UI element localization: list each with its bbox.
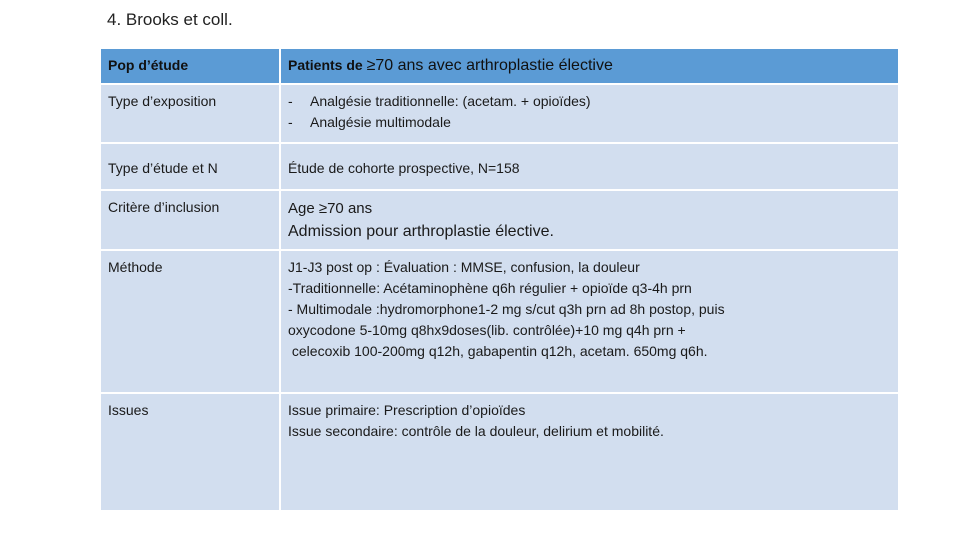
outcomes-primary: Issue primaire: Prescription d’opioïdes (288, 402, 526, 418)
outcomes-value-cell (280, 393, 899, 511)
study-type-label: Type d’étude et N (108, 160, 218, 176)
inclusion-line-1: Age ≥70 ans (288, 200, 373, 217)
method-line-1: J1-J3 post op : Évaluation : MMSE, confusion, la douleur (288, 259, 640, 275)
method-label-cell (100, 250, 280, 393)
method-line-2: -Traditionnelle: Acétaminophène q6h régulier + opioïde q3-4h prn (288, 280, 692, 296)
study-type-value: Étude de cohorte prospective, N=158 (288, 160, 520, 176)
outcomes-secondary: Issue secondaire: contrôle de la douleur, delirium et mobilité. (288, 423, 664, 439)
bullet-dash: - (288, 93, 293, 109)
method-line-4: oxycodone 5-10mg q8hx9doses(lib. contrôlée)+10 mg q4h prn + (288, 322, 686, 338)
method-label: Méthode (108, 259, 163, 275)
table-row-inclusion (100, 190, 899, 250)
study-summary-table (99, 47, 900, 512)
list-item (288, 112, 890, 133)
outcomes-label: Issues (108, 402, 149, 418)
bullet-dash: - (288, 114, 293, 130)
exposure-item-1: Analgésie traditionnelle: (acetam. + opioïdes) (310, 93, 591, 109)
list-item (288, 91, 890, 112)
study-type-value-cell (280, 143, 899, 190)
inclusion-label-cell (100, 190, 280, 250)
header-label-cell (100, 48, 280, 84)
header-value-cell (280, 48, 899, 84)
method-line-5: celecoxib 100-200mg q12h, gabapentin q12h, acetam. 650mg q6h. (288, 343, 708, 359)
table-row-exposure (100, 84, 899, 143)
inclusion-line-2: Admission pour arthroplastie élective. (288, 223, 554, 240)
table-header-row (100, 48, 899, 84)
outcomes-label-cell (100, 393, 280, 511)
inclusion-label: Critère d’inclusion (108, 199, 220, 215)
header-value-main: ≥70 ans avec arthroplastie élective (366, 57, 613, 74)
table-row-method (100, 250, 899, 393)
method-value-cell (280, 250, 899, 393)
header-value-prefix: Patients de (288, 57, 367, 73)
table-row-study-type (100, 143, 899, 190)
inclusion-value-cell (280, 190, 899, 250)
method-line-3: - Multimodale :hydromorphone1-2 mg s/cut q3h prn ad 8h postop, puis (288, 301, 725, 317)
exposure-label-cell (100, 84, 280, 143)
exposure-item-2: Analgésie multimodale (310, 114, 451, 130)
header-label: Pop d’étude (108, 57, 189, 73)
study-type-label-cell (100, 143, 280, 190)
exposure-value-cell (280, 84, 899, 143)
slide-title: 4. Brooks et coll. (107, 10, 233, 29)
exposure-label: Type d’exposition (108, 93, 217, 109)
table-row-outcomes (100, 393, 899, 511)
